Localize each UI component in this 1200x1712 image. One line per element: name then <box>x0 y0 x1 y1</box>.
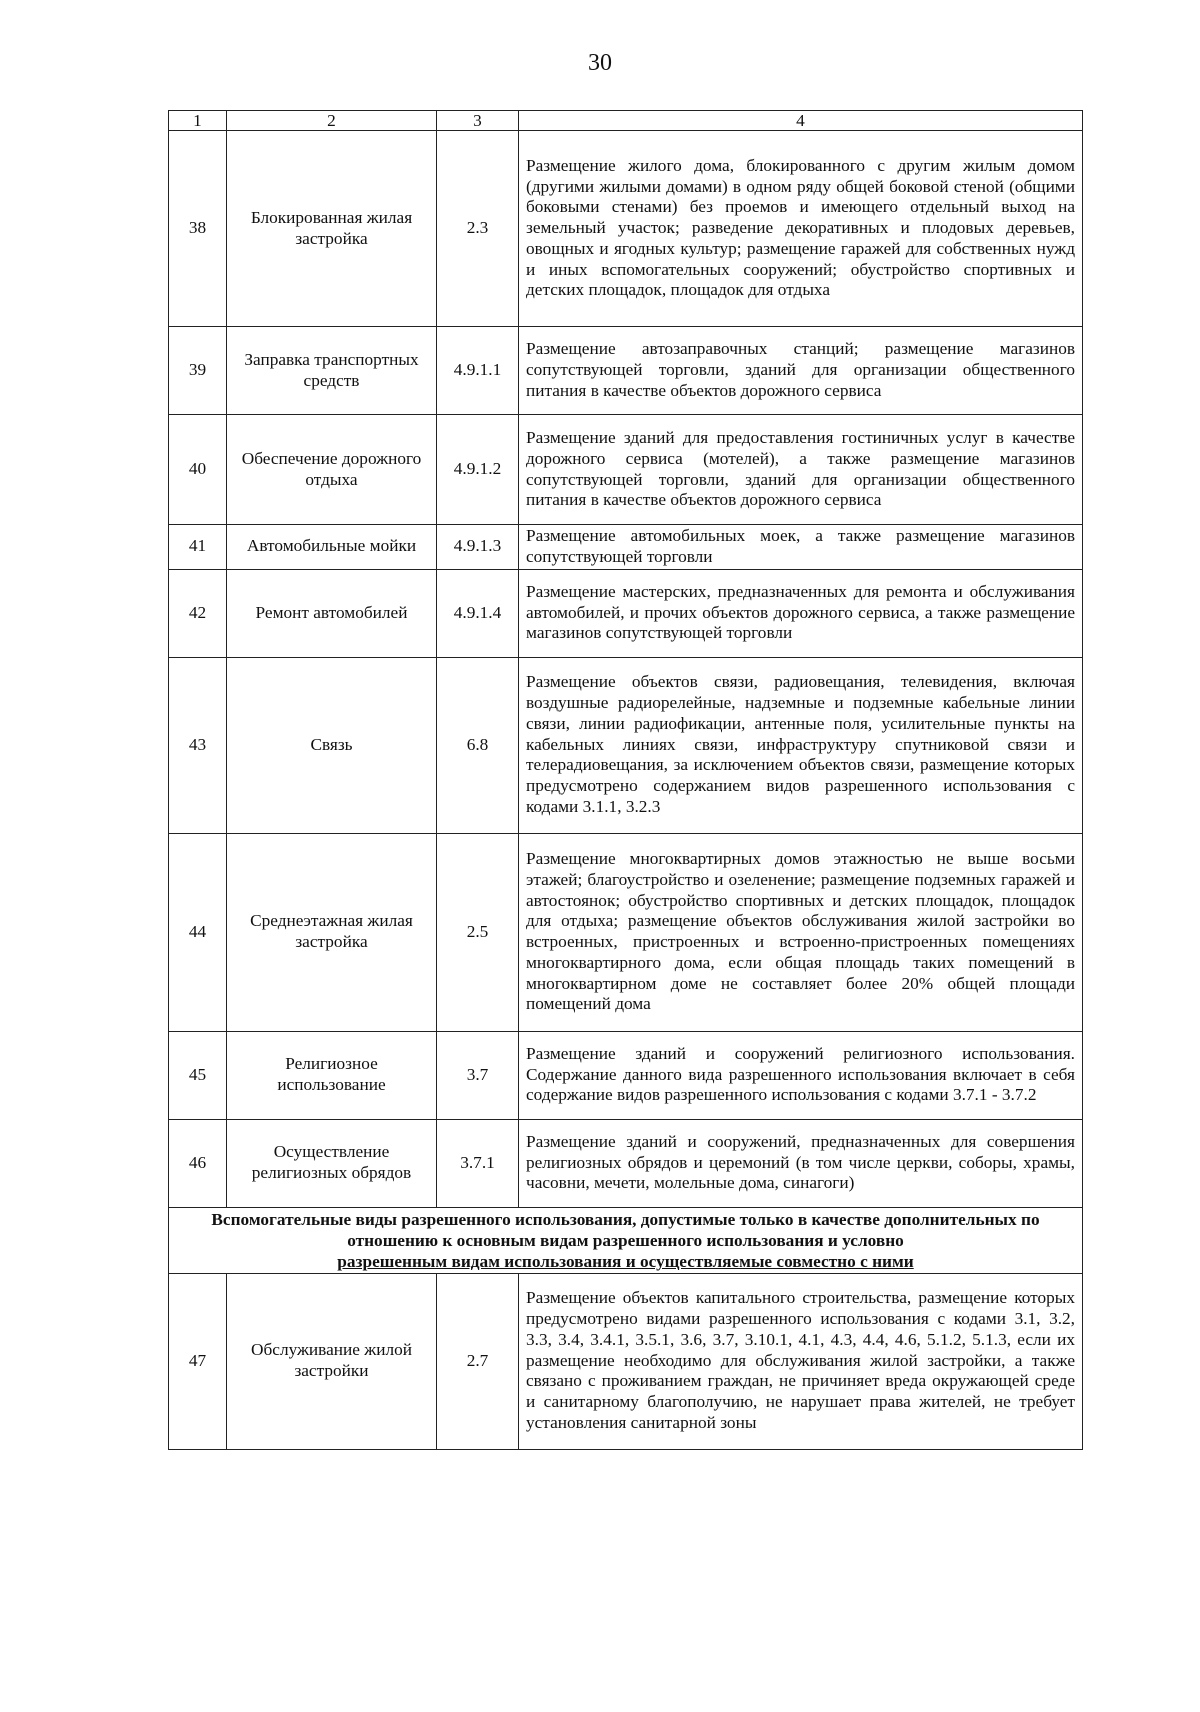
row-number: 43 <box>169 657 227 833</box>
use-code: 3.7 <box>437 1031 519 1119</box>
table-row <box>169 657 1083 833</box>
page-number: 30 <box>588 50 612 76</box>
table-row <box>169 569 1083 657</box>
row-number: 40 <box>169 415 227 525</box>
table-header-row <box>169 111 1083 131</box>
use-code: 2.5 <box>437 833 519 1031</box>
row-number: 45 <box>169 1031 227 1119</box>
use-code: 4.9.1.3 <box>437 525 519 570</box>
use-description: Размещение зданий для предоставления гостиничных услуг в качестве дорожного сервиса (мотелей), а также размещение магазинов сопутствующей торговли, зданий для организации общественного питания в качестве объектов дорожного сервиса <box>519 415 1083 525</box>
use-type-name: Осуществление религиозных обрядов <box>227 1119 437 1207</box>
use-description: Размещение зданий и сооружений, предназначенных для совершения религиозных обрядов и церемоний (в том числе церкви, соборы, храмы, часовни, мечети, молельные дома, синагоги) <box>519 1119 1083 1207</box>
land-use-table <box>168 110 1083 1450</box>
table-row <box>169 833 1083 1031</box>
use-code: 2.3 <box>437 131 519 327</box>
use-code: 4.9.1.4 <box>437 569 519 657</box>
row-number: 38 <box>169 131 227 327</box>
use-description: Размещение объектов связи, радиовещания, телевидения, включая воздушные радиорелейные, надземные и подземные кабельные линии связи, линии радиофикации, антенные поля, усилительные пункты на кабельных линиях связи, инфраструктуру спутниковой связи и телерадиовещания, за исключением объектов связи, размещение которых предусмотрено содержанием видов разрешенного использования с кодами 3.1.1, 3.2.3 <box>519 657 1083 833</box>
use-type-name: Заправка транспортных средств <box>227 327 437 415</box>
section-heading-text: Вспомогательные виды разрешенного использования, допустимые только в качестве дополнительных по отношению к основным видам разрешенного использования и условно <box>211 1209 1040 1250</box>
use-type-name: Обеспечение дорожного отдыха <box>227 415 437 525</box>
use-description: Размещение автозаправочных станций; размещение магазинов сопутствующей торговли, зданий для организации общественного питания в качестве объектов дорожного сервиса <box>519 327 1083 415</box>
use-code: 6.8 <box>437 657 519 833</box>
use-code: 2.7 <box>437 1273 519 1449</box>
use-description: Размещение объектов капитального строительства, размещение которых предусмотрено видами разрешенного использования с кодами 3.1, 3.2, 3.3, 3.4, 3.4.1, 3.5.1, 3.6, 3.7, 3.10.1, 4.1, 4.3, 4.4, 4.6, 5.1.2, 5.1.3, если их размещение необходимо для обслуживания жилой застройки, а также связано с проживанием граждан, не причиняет вреда окружающей среде и санитарному благополучию, не нарушает права жителей, не требует установления санитарной зоны <box>519 1273 1083 1449</box>
table-row <box>169 1273 1083 1449</box>
header-cell: 4 <box>519 111 1083 131</box>
row-number: 44 <box>169 833 227 1031</box>
use-type-name: Связь <box>227 657 437 833</box>
table-row <box>169 1119 1083 1207</box>
row-number: 42 <box>169 569 227 657</box>
table-row <box>169 415 1083 525</box>
use-description: Размещение многоквартирных домов этажностью не выше восьми этажей; благоустройство и озеленение; размещение подземных гаражей и автостоянок; обустройство спортивных и детских площадок, площадок для отдыха; размещение объектов обслуживания жилой застройки во встроенных, пристроенных и встроенно-пристроенных помещениях многоквартирного дома, если общая площадь таких помещений в многоквартирном доме не составляет более 20% общей площади помещений дома <box>519 833 1083 1031</box>
use-type-name: Среднеэтажная жилая застройка <box>227 833 437 1031</box>
use-type-name: Ремонт автомобилей <box>227 569 437 657</box>
table-row <box>169 525 1083 570</box>
use-description: Размещение автомобильных моек, а также размещение магазинов сопутствующей торговли <box>519 525 1083 570</box>
section-heading-row <box>169 1207 1083 1273</box>
use-type-name: Обслуживание жилой застройки <box>227 1273 437 1449</box>
table-row <box>169 131 1083 327</box>
row-number: 47 <box>169 1273 227 1449</box>
row-number: 46 <box>169 1119 227 1207</box>
row-number: 39 <box>169 327 227 415</box>
section-heading-text-underlined: разрешенным видам использования и осуществляемые совместно с ними <box>337 1252 914 1272</box>
use-code: 4.9.1.2 <box>437 415 519 525</box>
row-number: 41 <box>169 525 227 570</box>
use-code: 3.7.1 <box>437 1119 519 1207</box>
use-type-name: Религиозное использование <box>227 1031 437 1119</box>
section-heading <box>169 1207 1083 1273</box>
use-type-name: Блокированная жилая застройка <box>227 131 437 327</box>
table-row <box>169 1031 1083 1119</box>
use-description: Размещение мастерских, предназначенных для ремонта и обслуживания автомобилей, и прочих объектов дорожного сервиса, а также размещение магазинов сопутствующей торговли <box>519 569 1083 657</box>
use-code: 4.9.1.1 <box>437 327 519 415</box>
use-description: Размещение зданий и сооружений религиозного использования. Содержание данного вида разрешенного использования включает в себя содержание видов разрешенного использования с кодами 3.7.1 - 3.7.2 <box>519 1031 1083 1119</box>
use-type-name: Автомобильные мойки <box>227 525 437 570</box>
use-description: Размещение жилого дома, блокированного с другим жилым домом (другими жилыми домами) в одном ряду общей боковой стеной (общими боковыми стенами) без проемов и имеющего отдельный выход на земельный участок; разведение декоративных и плодовых деревьев, овощных и ягодных культур; размещение гаражей для собственных нужд и иных вспомогательных сооружений; обустройство спортивных и детских площадок, площадок для отдыха <box>519 131 1083 327</box>
header-cell: 2 <box>227 111 437 131</box>
header-cell: 3 <box>437 111 519 131</box>
header-cell: 1 <box>169 111 227 131</box>
table-row <box>169 327 1083 415</box>
